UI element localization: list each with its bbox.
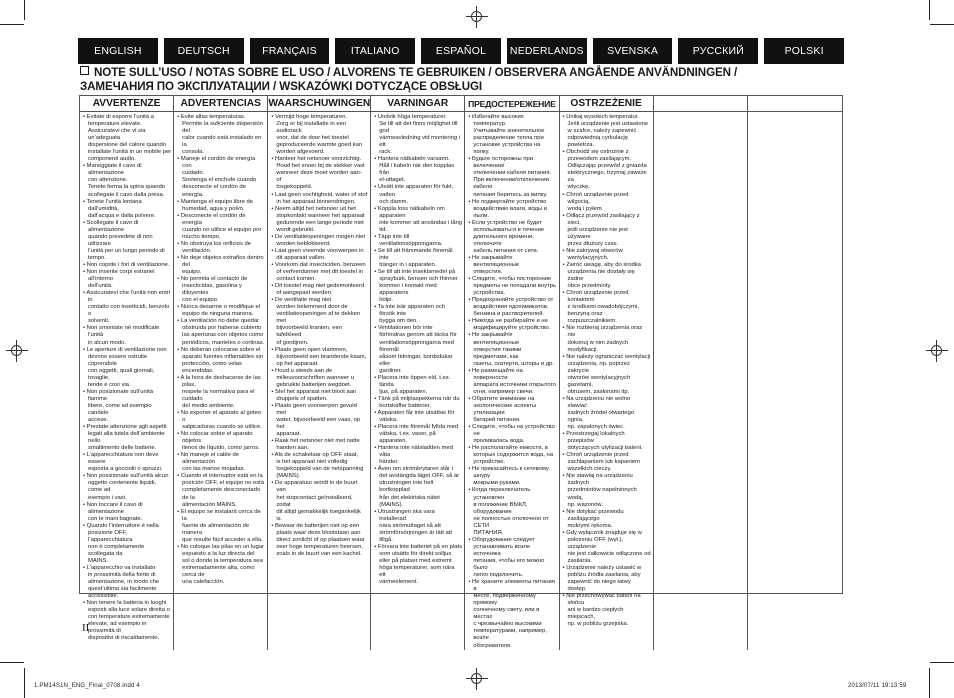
warning-item: • Non toccare il cavo di alimentazione con le mani bagnate. <box>83 502 171 523</box>
language-tab-italiano: ITALIANO <box>335 38 415 64</box>
column-header-empty <box>748 96 842 112</box>
warning-item: • Även om strömbrytaren står i det avstängda läget OFF, så är utrustningen inte helt bortkopplad från det elektriska nätet (MAINS). <box>374 466 462 508</box>
warning-item: • Tänk på miljöaspekterna när du bortskaffar batterier. <box>374 396 462 410</box>
warning-item: • No deberán colocarse sobre el aparato fuentes inflamables sin protección, como velas encendidas. <box>177 347 265 375</box>
language-tab-espanol: ESPAÑOL <box>421 38 501 64</box>
warning-item: • Bewaar de batterijen niet op een plaats waar deze blootstaan aan direct zonlicht of op plaatsen waar zeer hoge temperaturen heersen, zoals in de buurt van een kachel. <box>271 523 368 558</box>
trim-mark <box>0 24 24 25</box>
warning-item: • Не храните элементы питания в месте, подверженному прямому солнечному свету, или в местах с чрезвычайно высокими температурами, например, возле обогревателя. <box>468 579 556 649</box>
warning-item: • Utsätt inte apparaten för fukt, vatten och damm. <box>374 184 462 205</box>
warning-item: • Houd u steeds aan de milieuvoorschriften wanneer u gebruikte batterijen wegdoet. <box>271 368 368 389</box>
warning-item: • Desconecte el cordón de energía cuando no utilice el equipo por mucho tiempo. <box>177 213 265 241</box>
language-tab-russian: РУССКИЙ <box>678 38 758 64</box>
trim-mark <box>0 662 24 663</box>
warning-item: • Dit toestel mag niet gedemonteerd of aangepast worden. <box>271 283 368 297</box>
warning-item: • Никогда не разбирайте и не модифицируйте устройство. <box>468 318 556 332</box>
warning-item: • Obchodź się ostrożnie z przewodem zasilającym. Odłączając przewód z gniazda elektrycznego, trzymaj zawsze za wtyczkę. <box>563 149 651 191</box>
warning-item: • Na urządzeniu nie wolno stawiać żadnych źródeł otwartego ognia, np. zapalonych świec. <box>563 396 651 431</box>
column-header-spanish: ADVERTENCIAS <box>174 96 268 112</box>
warning-item: • Non tenere la batteria in luoghi esposti alla luce solare diretta o con temperature estremamente elevate, ad esempio in prossimità di dispositivi di riscaldamento. <box>83 600 171 642</box>
trim-mark <box>24 668 25 698</box>
warning-item: • Non coprite i fori di ventilazione. <box>83 262 171 269</box>
warning-item: • Odłącz przewód zasilający z sieci, jeśli urządzenie nie jest używane przez dłuższy czas. <box>563 213 651 248</box>
warning-item: • Предохраняйте устройство от воздействия ядохимикатов, бензина и растворителей. <box>468 297 556 318</box>
warning-item: • Plaats geen voorwerpen gevuld met water, bijvoorbeeld een vaas, op het apparaat. <box>271 403 368 438</box>
column-swedish <box>371 112 465 650</box>
warning-item: • Hantera nätkabeln varsamt. Håll i kabeln när den kopplas från el-uttaget. <box>374 156 462 184</box>
warning-item: • Gdy wyłącznik znajduje się w położeniu OFF (wył.), urządzenie nie jest całkowicie odłączone od zasilania. <box>563 530 651 565</box>
warning-item: • Не подвергайте устройство воздействию влаги, воды и пыли. <box>468 199 556 220</box>
warning-item: • Mantenga el equipo libre de humedad, agua y polvo. <box>177 199 265 213</box>
column-header-empty <box>654 96 748 112</box>
warning-item: • Не прикасайтесь к сетевому шнуру мокрыми руками. <box>468 466 556 487</box>
footer-timestamp: 2013/07/11 19:13:59 <box>848 683 907 689</box>
page-number: II <box>82 622 90 634</box>
column-header-russian: ПРЕДОСТЕРЕЖЕНИЕ <box>465 96 559 112</box>
warning-item: • Plaats geen open vlammen, bijvoorbeeld een brandende kaars, op het apparaat. <box>271 347 368 368</box>
language-tab-bar <box>78 38 844 64</box>
warning-item: • Stel het apparaat niet bloot aan druppels of spatten. <box>271 389 368 403</box>
warning-item: • De ventilatieopeningen mogen niet worden beblokkeerd. <box>271 234 368 248</box>
warning-item: • Evitate di esporre l’unità a temperature elevate. Assicuratevi che vi sia un’adeguata dispersione del calore quando installate l’unità in un mobile per componenti audio. <box>83 114 171 163</box>
warning-item: • De apparatuur wordt in de buurt van het stopcontact geïnstalleerd, zodat dit altijd gemakkelijk toegankelijk is. <box>271 480 368 522</box>
warning-item: • Prestate attenzione agli aspetti legati alla tutela dell’ambiente nello smaltimento delle batterie. <box>83 424 171 452</box>
warnings-table <box>79 95 843 649</box>
column-russian <box>465 112 559 650</box>
warning-item: • Täpp inte till ventilationsöppningarna. <box>374 234 462 248</box>
warning-item: • Urządzenie należy ustawić w pobliżu źródła zasilania, aby zapewnić do niego łatwy dostęp. <box>563 565 651 593</box>
registration-mark-left <box>6 340 28 362</box>
trim-mark <box>24 0 25 20</box>
section-heading-line2: ЗАМЕЧАНИЯ ПО ЭКСПЛУАТАЦИИ / WSKAZÓWKI DOTYCZĄCE OBSŁUGI <box>80 79 483 93</box>
warning-item: • No deje objetos extraños dentro del equipo. <box>177 255 265 276</box>
warning-item: • Избегайте высоких температур. Учитывайте значительное распределение тепла при установке устройства на полку. <box>468 114 556 156</box>
warning-item: • Non posizionate sull’unità alcun oggetto contenente liquidi, come ad esempio i vasi. <box>83 473 171 501</box>
section-heading <box>80 66 840 93</box>
warning-item: • Chroń urządzenie przed wilgocią, wodą i pyłem. <box>563 192 651 213</box>
warning-item: • Non inserite corpi estranei all’interno dell’unità. <box>83 269 171 290</box>
warning-item: • Tenete l’unità lontana dall’umidità, dall’acqua e dalla polvere. <box>83 199 171 220</box>
registration-mark-right <box>926 340 948 362</box>
warning-item: • Не закрывайте вентиляционные отверстия такими предметами, как газеты, скатерти, шторы и др. <box>468 332 556 367</box>
warning-item: • Raak het netsnoer niet met natte handen aan. <box>271 438 368 452</box>
warning-item: • L’apparecchio va installato in prossimità della fonte di alimentazione, in modo che quest’ultima sia facilmente accessibile. <box>83 565 171 600</box>
warning-item: • No exponer el aparato al goteo o salpicaduras cuando se utilice. <box>177 410 265 431</box>
warning-item: • Koppla loss nätkabeln om apparaten inte kommer att användas i lång tid. <box>374 206 462 234</box>
warning-item: • L’apparecchiatura non deve essere esposta a gocciolii o spruzzi. <box>83 452 171 473</box>
column-header-dutch: WAARSCHUWINGEN <box>268 96 371 112</box>
warning-item: • Laat geen vreemde voorwerpen in dit apparaat vallen. <box>271 248 368 262</box>
warning-item: • Nie rozbieraj urządzenia oraz nie dokonuj w nim żadnych modyfikacji. <box>563 325 651 353</box>
column-header-italian: AVVERTENZE <box>80 96 174 112</box>
warning-item: • Voorkom dat insecticiden, benzeen of verfverdunner met dit toestel in contact komen. <box>271 262 368 283</box>
warning-item: • Se till att inte insektsmedel på sprayburk, bensen och thinner kommer i kontakt med apparatens hölje. <box>374 269 462 304</box>
warning-item: • Ventilationen bör inte förhindras genom att täcka för ventilationsöppningarna med föremål såsom tidningar, bordsdukar eller gardiner. <box>374 325 462 374</box>
warning-item: • Не размещайте на поверхности аппарата источники открытого огня, например свечи. <box>468 368 556 396</box>
trim-mark <box>930 662 954 663</box>
warning-item: • Non smontate né modificate l’unità in alcun modo. <box>83 325 171 346</box>
warning-item: • Non posizionate sull’unità fiamme libere, come ad esempio candele accese. <box>83 389 171 424</box>
warning-item: • Przestrzegaj lokalnych przepisów dotyczących utylizacji baterii. <box>563 431 651 452</box>
warning-item: • Placera inte föremål fyllda med vätska, t.ex. vaser, på apparaten. <box>374 424 462 445</box>
warning-item: • Scollegate il cavo di alimentazione quando prevedete di non utilizzare l’unità per un lungo periodo di tempo. <box>83 220 171 262</box>
warning-item: • Hantera inte nätsladden med våta händer. <box>374 445 462 466</box>
warning-item: • Следите, чтобы на устройство не проливалась вода. <box>468 424 556 445</box>
warning-item: • Placera inte öppen eld, t.ex. tända ljus, på apparaten. <box>374 375 462 396</box>
warning-item: • Undvik höga temperaturer. Se till att det finns möjlighet till god värmeavledning vid montering i ett rack. <box>374 114 462 156</box>
section-heading-line1: NOTE SULL’USO / NOTAS SOBRE EL USO / ALVORENS TE GEBRUIKEN / OBSERVERA ANGÅENDE ANVÄNDNINGEN / <box>94 66 738 79</box>
column-header-swedish: VARNINGAR <box>371 96 465 112</box>
warning-item: • Maneggiate il cavo di alimentazione con attenzione. Tenete ferma la spina quando scollegate il cavo dalla presa. <box>83 163 171 198</box>
warning-item: • Не располагайте емкости, в которых содержится вода, на устройстве. <box>468 445 556 466</box>
language-tab-francais: FRANÇAIS <box>250 38 330 64</box>
language-tab-nederlands: NEDERLANDS <box>507 38 587 64</box>
warning-item: • De ventilatie mag niet worden belemmerd door de ventilatieopeningen af te dekken met bijvoorbeeld kranten, een tafelkleed of gordijnen. <box>271 297 368 346</box>
warning-item: • Förvara inte batteriet på en plats som utsätts för direkt solljus eller på platser med extremt höga temperaturer, som nära ett värmeelement. <box>374 544 462 586</box>
warning-item: • Laat geen vochtigheid, water of stof in het apparaat binnendringen. <box>271 192 368 206</box>
column-empty <box>748 112 842 650</box>
warning-item: • Когда переключатель установлен в положение ВЫКЛ, оборудование не полностью отключено от СЕТИ ПИТАНИЯ. <box>468 487 556 536</box>
warning-item: • Vermijd hoge temperaturen. Zorg er bij installatie in een audiorack voor, dat de door het toestel geproduceerde warmte goed kan worden afgevoerd. <box>271 114 368 156</box>
column-header-polish: OSTRZEŻENIE <box>560 96 654 112</box>
warning-item: • Neem altijd het netsnoer uit het stopkontakt wanneer het apparaat gedurende een lange periode niet wordt gebruikt. <box>271 206 368 234</box>
warning-item: • Unikaj wysokich temperatur. Jeśli urządzenie jest ustawione w szafce, należy zapewnić odpowiednią cyrkulację powietrza. <box>563 114 651 149</box>
column-dutch <box>268 112 371 650</box>
column-spanish <box>174 112 268 650</box>
trim-mark <box>929 668 930 698</box>
warning-item: • No maneje el cable de alimentación con las manos mojadas. <box>177 452 265 473</box>
warning-item: • Se till att främmande föremål inte tränger in i apparaten. <box>374 248 462 269</box>
warning-item: • La ventilación no debe quedar obstruida por haberse cubierto las aperturas con objetos como periódicos, manteles o cortinas. <box>177 318 265 346</box>
warning-item: • Le aperture di ventilazione non devono essere ostruite coprendole con oggetti, quali giornali, tovaglie, tende e così via. <box>83 347 171 389</box>
checkbox-square-icon <box>80 66 89 75</box>
warning-item: • Если устройство не будет использоваться в течение длительного времени, отключите кабель питания от сети. <box>468 220 556 255</box>
warning-item: • No obstruya los orificios de ventilación. <box>177 241 265 255</box>
warning-item: • No coloque las pilas en un lugar expuesto a la luz directa del sol o donde la temperatura sea extremadamente alta, como cerca de una calefacción. <box>177 544 265 586</box>
warning-item: • Nie dotykać przewodu zasilającego mokrymi rękoma. <box>563 509 651 530</box>
warning-item: • Будьте осторожны при включении/ отключении кабеля питания. При включении/отключении кабеля питания беритесь за вилку. <box>468 156 556 198</box>
trim-mark <box>930 24 954 25</box>
registration-mark-top <box>466 6 488 28</box>
warning-item: • No colocar sobre el aparato objetos llenos de líquido, como jarros. <box>177 431 265 452</box>
column-polish <box>560 112 654 650</box>
footer-file-name: 1.PM14S1N_ENG_Final_0708.indd 4 <box>34 683 140 689</box>
warning-item: • Maneje el cordón de energía con cuidado. Sostenga el enchufe cuando desconecte el cordón de energía. <box>177 156 265 198</box>
warning-item: • Оборудование следует устанавливать возле источника питания, чтобы его можно было легко подключить. <box>468 537 556 579</box>
trim-mark <box>929 0 930 20</box>
warning-item: • Utrustningen ska vara installerad nära strömuttaget så att strömförsörjningen är lätt att tillgå. <box>374 509 462 544</box>
warning-item: • Evite altas temperaturas. Permite la suficiente dispersión del calor cuando está instalado en la consola. <box>177 114 265 156</box>
warning-item: • Ta inte isär apparaten och försök inte bygga om den. <box>374 304 462 325</box>
warning-item: • El equipo se instalará cerca de la fuente de alimentación de manera que resulte fácil acceder a ella. <box>177 509 265 544</box>
column-italian <box>80 112 174 650</box>
warning-item: • Zwróć uwagę, aby do środka urządzenia nie dostały się żadne obce przedmioty. <box>563 262 651 290</box>
warning-item: • Hanteer het netsnoer voorzichtig. Houd het snoer bij de stekker vast wanneer deze moet worden aan- of losgekoppeld. <box>271 156 368 191</box>
warning-item: • Обратите внимание на экологические аспекты утилизации батарей питания. <box>468 396 556 424</box>
warning-item: • A la hora de deshacerse de las pilas, respete la normativa para el cuidado del medio ambiente. <box>177 375 265 410</box>
warning-item: • Chroń urządzenie przed kontaktem z środkami owadobójczymi, benzyną oraz rozpuszczalnikiem. <box>563 290 651 325</box>
warning-item: • Nie należy ograniczać wentylacji urządzenia, np. poprzez zakrycie otworów wentylacyjnych gazetami, obrusem, zasłonami itp. <box>563 354 651 396</box>
language-tab-polski: POLSKI <box>764 38 844 64</box>
warning-item: • Nie zakrywaj otworów wentylacyjnych. <box>563 248 651 262</box>
language-tab-svenska: SVENSKA <box>593 38 673 64</box>
warning-item: • Assicuratevi che l’unità non entri in contatto con insetticidi, benzolo o solventi. <box>83 290 171 325</box>
warning-item: • Следите, чтобы посторонние предметы не попадали внутрь устройства. <box>468 276 556 297</box>
warning-item: • Apparaten får inte utsättas för vätska. <box>374 410 462 424</box>
warning-item: • Cuando el interruptor está en la posición OFF, el equipo no está completamente desconectado de la alimentación MAINS. <box>177 473 265 508</box>
column-empty <box>654 112 748 650</box>
registration-mark-bottom <box>466 668 488 690</box>
warning-item: • Nie stawiaj na urządzeniu żadnych przedmiotów napełnionych wodą, np. wazonów. <box>563 473 651 508</box>
warning-item: • Chroń urządzenie przed zachlapaniem lub kapaniem wszelkich cieczy. <box>563 452 651 473</box>
warning-item: • Nie przechowywać baterii na słońcu ani w bardzo ciepłych miejscach, np. w pobliżu grzejnika. <box>563 593 651 628</box>
warning-item: • Als de schakelaar op OFF staat, is het apparaat niet volledig losgekoppeld van de netspanning (MAINS). <box>271 452 368 480</box>
language-tab-english: ENGLISH <box>78 38 158 64</box>
warning-item: • Не закрывайте вентиляционные отверстия. <box>468 255 556 276</box>
warning-item: • No permita el contacto de insecticidas, gasolina y diluyentes con el equipo. <box>177 276 265 304</box>
warning-item: • Nunca desarme o modifique el equipo de ninguna manera. <box>177 304 265 318</box>
warning-item: • Quando l’interruttore è nella posizione OFF, l’apparecchiatura non è completamente scollegata da MAINS. <box>83 523 171 565</box>
language-tab-deutsch: DEUTSCH <box>164 38 244 64</box>
